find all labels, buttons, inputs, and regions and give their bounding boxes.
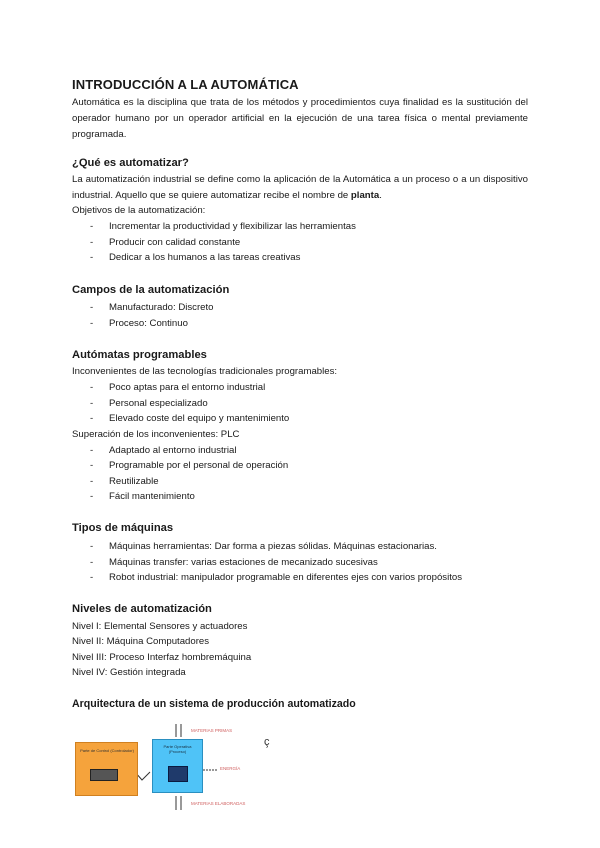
dash: -: [90, 398, 94, 409]
heading-niveles: Niveles de automatización: [72, 603, 212, 615]
heading-tipos: Tipos de máquinas: [72, 522, 174, 534]
list-item: - Programable por el personal de operación: [90, 460, 289, 471]
superacion-label: Superación de los inconvenientes: PLC: [72, 429, 240, 440]
heading-automatas: Autómatas programables: [72, 349, 207, 361]
energy-label: ENERGÍA: [220, 766, 241, 771]
heading-que-es: ¿Qué es automatizar?: [72, 157, 189, 169]
dash: -: [90, 445, 94, 456]
list-item: - Personal especializado: [90, 398, 208, 409]
dash: -: [90, 302, 94, 313]
control-label: Parte de Control (Controlador): [80, 748, 134, 753]
architecture-diagram: [72, 724, 372, 848]
plant-device-icon: [168, 766, 188, 782]
list-item: - Adaptado al entorno industrial: [90, 445, 237, 456]
control-block: [75, 742, 138, 796]
page-title: INTRODUCCIÓN A LA AUTOMÁTICA: [72, 77, 299, 92]
dash: -: [90, 476, 94, 487]
dash: -: [90, 572, 94, 583]
dash: -: [90, 221, 94, 232]
heading-campos: Campos de la automatización: [72, 284, 230, 296]
list-item: - Dedicar a los humanos a las tareas creativas: [90, 252, 301, 263]
que-es-text: La automatización industrial se define como la aplicación de la Automática a un proceso o a un dispositivo industrial. Aquello que se quiere automatizar recibe el nombre de: [72, 174, 528, 202]
dash: -: [90, 252, 94, 263]
list-item: - Poco aptas para el entorno industrial: [90, 382, 266, 393]
input-label: MATERIAS PRIMAS: [191, 728, 233, 733]
list-item: - Producir con calidad constante: [90, 237, 241, 248]
dash: -: [90, 413, 94, 424]
list-item: - Máquinas transfer: varias estaciones de mecanizado sucesivas: [90, 557, 378, 568]
list-item: - Robot industrial: manipulador programable en diferentes ejes con varios propósitos: [90, 572, 463, 583]
inconv-label: Inconvenientes de las tecnologías tradicionales programables:: [72, 366, 338, 377]
list-item: Nivel IV: Gestión integrada: [72, 667, 186, 678]
list-item: - Proceso: Continuo: [90, 318, 188, 329]
list-item: - Reutilizable: [90, 476, 159, 487]
planta-term: planta: [350, 190, 380, 202]
list-item: - Máquinas herramientas: Dar forma a piezas sólidas. Máquinas estacionarias.: [90, 541, 437, 552]
list-item: - Incrementar la productividad y flexibilizar las herramientas: [90, 221, 356, 232]
objectives-label: Objetivos de la automatización:: [72, 205, 206, 216]
dash: -: [90, 460, 94, 471]
dash: -: [90, 237, 94, 248]
list-item: Nivel II: Máquina Computadores: [72, 636, 210, 647]
list-item: Nivel III: Proceso Interfaz hombremáquina: [72, 652, 252, 663]
controller-device-icon: [90, 769, 118, 781]
list-item: Nivel I: Elemental Sensores y actuadores: [72, 621, 248, 632]
dash: -: [90, 382, 94, 393]
list-item: - Elevado coste del equipo y mantenimiento: [90, 413, 290, 424]
output-label: MATERIAS ELABORADAS: [191, 801, 246, 806]
plant-label: Parte Operativa (Proceso): [163, 744, 192, 754]
dash: -: [90, 491, 94, 502]
intro-paragraph: Automática es la disciplina que trata de los métodos y procedimientos cuya finalidad es la sustitución del operador humano por un operador artificial en la ejecución de una tarea física o mental previamente programada.: [72, 97, 528, 141]
que-es-text-end: .: [379, 190, 382, 202]
plant-block: [152, 739, 203, 793]
heading-arquitectura: Arquitectura de un sistema de producción automatizado: [72, 698, 356, 710]
list-item: - Manufacturado: Discreto: [90, 302, 214, 313]
dash: -: [90, 557, 94, 568]
dash: -: [90, 318, 94, 329]
list-item: - Fácil mantenimiento: [90, 491, 195, 502]
que-es-paragraph: [72, 172, 528, 204]
dash: -: [90, 541, 94, 552]
stray-glyph: ç: [264, 736, 270, 748]
